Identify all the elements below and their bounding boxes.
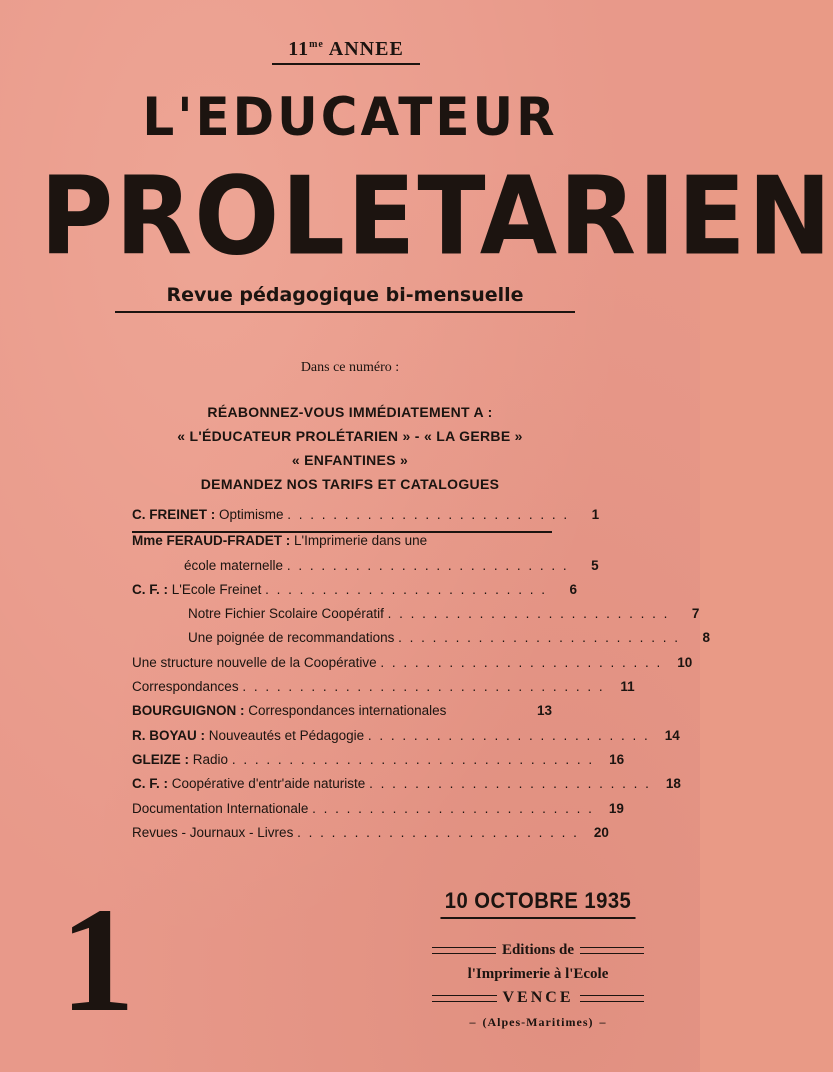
toc-title: L'Imprimerie dans une <box>294 533 428 549</box>
toc-title: Correspondances internationales <box>248 703 447 719</box>
toc-entry: école maternelle . . . . . . . . . . . . . . . . . . . . . . . . . 5 <box>184 557 599 573</box>
toc-entry <box>132 703 552 727</box>
toc-page: 14 <box>664 727 680 743</box>
notice-line: « L'ÉDUCATEUR PROLÉTARIEN » - « LA GERBE » <box>177 428 523 444</box>
toc-title: Coopérative d'entr'aide naturiste <box>171 776 366 792</box>
toc-title: Correspondances <box>132 679 239 695</box>
toc-page: 19 <box>608 800 624 816</box>
toc-author: C. F. : <box>132 776 168 792</box>
toc-title: Radio <box>192 751 229 767</box>
toc-page: 11 <box>620 679 635 695</box>
toc-author: Mme FERAUD-FRADET : <box>132 533 291 549</box>
title-line-1: L'EDUCATEUR <box>142 86 558 148</box>
issue-date: 10 OCTOBRE 1935 <box>440 888 635 919</box>
toc-author: C. F. : <box>132 581 168 597</box>
toc-entry: GLEIZE : Radio . . . . . . . . . . . . . . . . . . . . . . . . . . . . . . . . 16 <box>132 751 625 767</box>
toc-title: Notre Fichier Scolaire Coopératif <box>188 606 384 622</box>
toc-entry: R. BOYAU : Nouveautés et Pédagogie . . . . . . . . . . . . . . . . . . . . . . . . . 14 <box>132 727 680 743</box>
notice-line: DEMANDEZ NOS TARIFS ET CATALOGUES <box>200 476 500 492</box>
toc-title: Nouveautés et Pédagogie <box>208 727 365 743</box>
issue-number: 1 <box>60 877 135 1043</box>
dash: – <box>469 1015 477 1029</box>
publisher-line-2: l'Imprimerie à l'Ecole <box>467 966 609 982</box>
subtitle: Revue pédagogique bi-mensuelle <box>115 284 575 313</box>
toc-entry: Une structure nouvelle de la Coopérative . . . . . . . . . . . . . . . . . . . . . . . . . 10 <box>132 654 693 670</box>
publisher-line-1: Editions de <box>501 942 575 958</box>
title-line-2: PROLETARIEN <box>40 153 833 280</box>
toc-entry: Une poignée de recommandations . . . . . . . . . . . . . . . . . . . . . . . . . 8 <box>188 630 710 646</box>
toc-page: 8 <box>702 630 710 646</box>
toc-page: 5 <box>591 557 599 573</box>
decorative-rule <box>432 947 496 954</box>
toc-title: école maternelle <box>184 557 284 573</box>
year-label: $11^{me}$ ANNEE <box>272 38 420 65</box>
toc-entry: Documentation Internationale . . . . . . . . . . . . . . . . . . . . . . . . . 19 <box>132 800 624 816</box>
toc-entry <box>132 533 552 557</box>
toc-page: 13 <box>536 703 552 719</box>
toc-title: Documentation Internationale <box>132 800 309 816</box>
decorative-rule <box>580 947 644 954</box>
toc-author: GLEIZE : <box>132 751 189 767</box>
publisher-line <box>432 938 644 962</box>
toc-title: Optimisme <box>219 507 284 522</box>
toc-title: Revues - Journaux - Livres <box>132 824 294 840</box>
toc-page: 7 <box>691 606 700 622</box>
decorative-rule <box>432 995 497 1002</box>
toc-page: 6 <box>569 581 577 597</box>
publisher-region-line <box>432 1010 644 1034</box>
dash: – <box>599 1015 607 1029</box>
toc-author: BOURGUIGNON : <box>132 703 245 719</box>
toc-title: L'Ecole Freinet <box>171 581 262 597</box>
toc-page: 16 <box>609 751 625 767</box>
decorative-rule <box>580 995 645 1002</box>
publisher-city-line <box>432 986 644 1010</box>
publisher-region: (Alpes-Maritimes) <box>482 1015 594 1029</box>
toc-page: 10 <box>677 654 693 670</box>
toc-page: 18 <box>665 776 681 792</box>
subscription-notice <box>130 400 570 496</box>
contents-intro: Dans ce numéro : <box>300 360 400 375</box>
toc-author: C. FREINET : <box>132 507 216 522</box>
toc-page: 1 <box>591 507 600 522</box>
toc-entry: Correspondances . . . . . . . . . . . . . . . . . . . . . . . . . . . . . . . . 11 <box>132 679 635 695</box>
notice-line: RÉABONNEZ-VOUS IMMÉDIATEMENT A : <box>207 404 493 420</box>
toc-entry: C. F. : Coopérative d'entr'aide naturiste . . . . . . . . . . . . . . . . . . . . . . . . . 18 <box>132 776 681 792</box>
toc-entry: Revues - Journaux - Livres . . . . . . . . . . . . . . . . . . . . . . . . . 20 <box>132 824 609 840</box>
publisher-city: VENCE <box>502 989 574 1006</box>
notice-line: « ENFANTINES » <box>291 452 409 468</box>
toc-entry: Notre Fichier Scolaire Coopératif . . . . . . . . . . . . . . . . . . . . . . . . . 7 <box>188 606 700 622</box>
toc-page: 20 <box>593 824 609 840</box>
table-of-contents <box>132 507 710 849</box>
publisher-block <box>432 938 644 1034</box>
toc-title: Une structure nouvelle de la Coopérative <box>132 654 377 670</box>
toc-author: R. BOYAU : <box>132 727 206 743</box>
publisher-line <box>432 962 644 986</box>
toc-title: Une poignée de recommandations <box>188 630 395 646</box>
toc-entry: C. F. : L'Ecole Freinet . . . . . . . . . . . . . . . . . . . . . . . . . 6 <box>132 581 577 597</box>
toc-entry: C. FREINET : Optimisme . . . . . . . . . . . . . . . . . . . . . . . . . 1 <box>132 507 552 533</box>
